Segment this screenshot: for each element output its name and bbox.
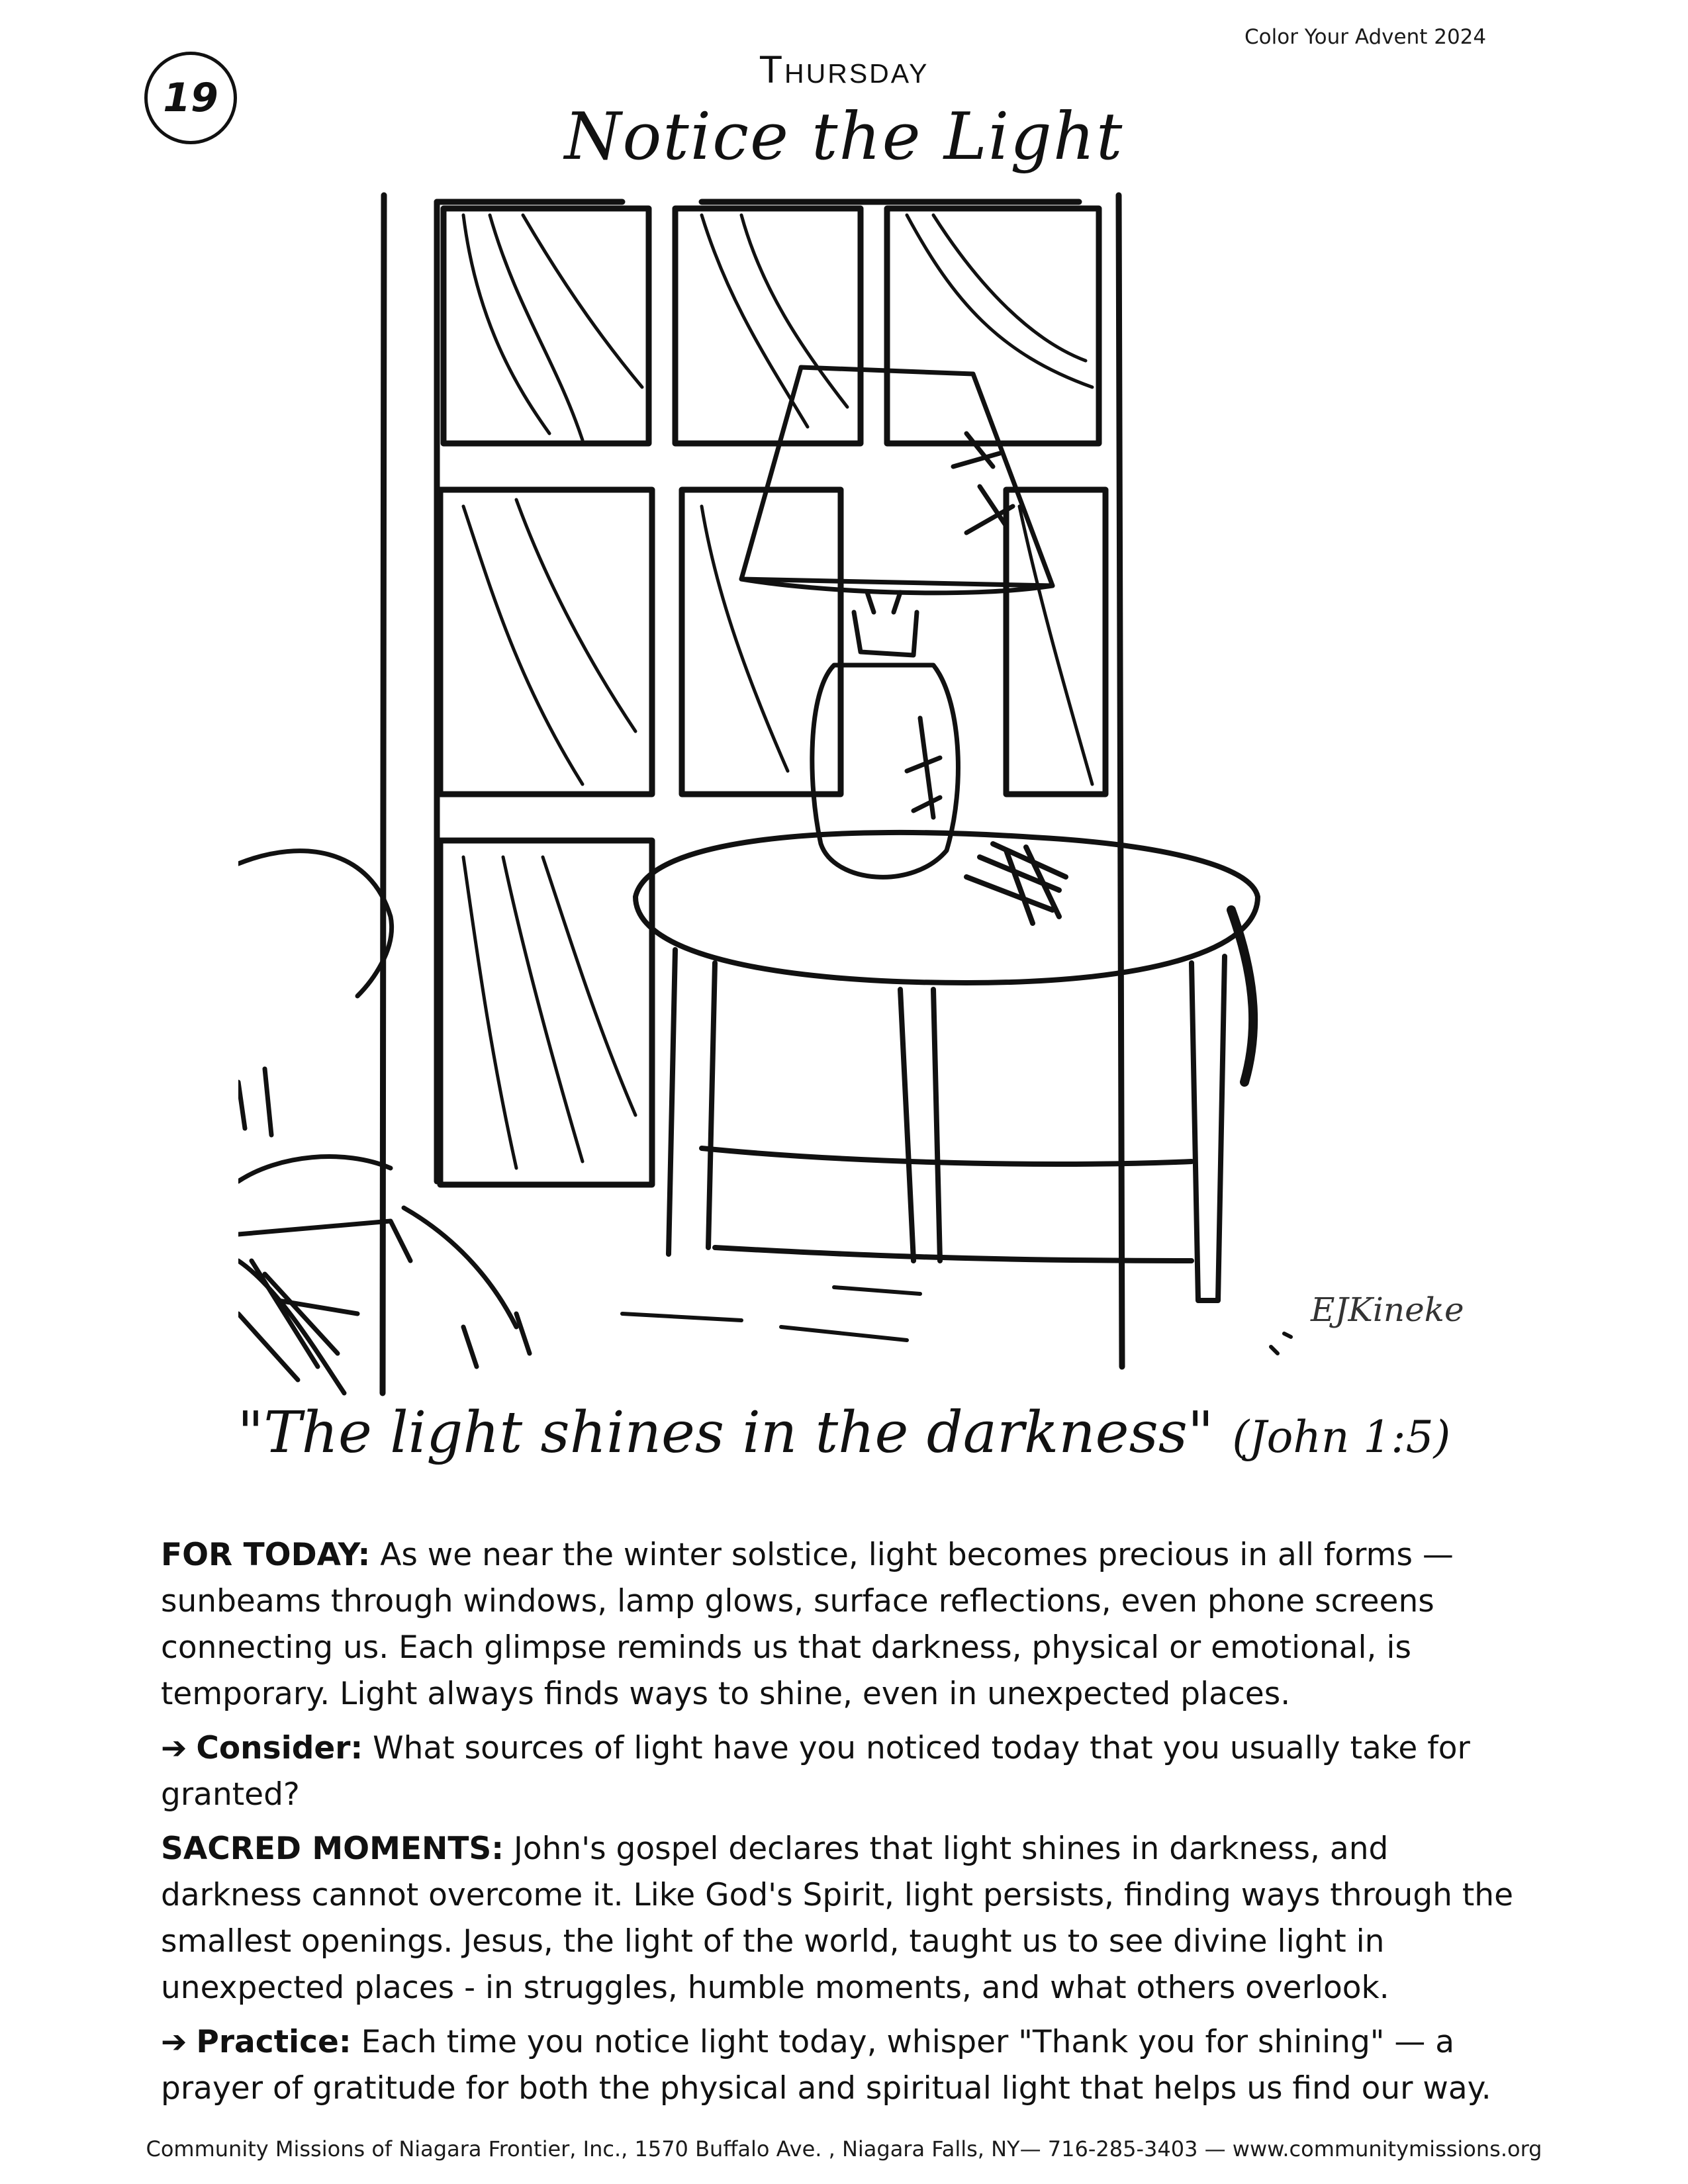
for-today-text: As we near the winter solstice, light becomes precious in all forms — sunbeams through windows, lamp glows, surface reflections, even phone screens connecting us. Each glimpse reminds us that darkness, physical or emotional, is temporary. Light always finds ways to shine, even in unexpected places. — [161, 1537, 1454, 1712]
consider-text: What sources of light have you noticed today that you usually take for granted? — [161, 1730, 1470, 1813]
quote-text: "The light shines in the darkness" — [237, 1400, 1214, 1466]
arrow-right-icon: ➔ — [161, 2024, 187, 2060]
window-frame — [383, 195, 1122, 1393]
side-table — [635, 833, 1258, 1300]
floor-lines — [622, 1287, 1291, 1353]
practice-text: Each time you notice light today, whisper "Thank you for shining" — a prayer of gratitude for both the physical and spiritual light that helps us find our way. — [161, 2024, 1491, 2107]
practice-paragraph — [161, 2019, 1531, 2112]
consider-paragraph — [161, 1725, 1531, 1818]
sacred-moments-paragraph — [161, 1826, 1531, 2011]
series-label: Color Your Advent 2024 — [1244, 25, 1487, 49]
artist-signature: EJKineke — [1311, 1291, 1464, 1329]
sacred-moments-text: John's gospel declares that light shines in darkness, and darkness cannot overcome it. Like God's Spirit, light persists, finding ways through the smallest openings. Jesus, the light of the world, taught us to see divine light in unexpected places - in struggles, humble moments, and what others overlook. — [161, 1831, 1514, 2006]
window-sketch-lines — [463, 215, 1092, 1168]
consider-label: Consider: — [196, 1730, 363, 1766]
practice-label: Practice: — [196, 2024, 352, 2060]
lamp-by-window-drawing — [238, 189, 1470, 1406]
for-today-label: FOR TODAY: — [161, 1537, 371, 1573]
scripture-quote — [0, 1400, 1688, 1466]
for-today-paragraph — [161, 1532, 1531, 1717]
devotional-body — [161, 1532, 1531, 2120]
page-title: Notice the Light — [564, 99, 1124, 175]
quote-reference: (John 1:5) — [1232, 1412, 1451, 1463]
arrow-right-icon: ➔ — [161, 1730, 187, 1766]
sacred-moments-label: SACRED MOMENTS: — [161, 1831, 504, 1867]
day-number: 19 — [163, 75, 218, 121]
organization-footer: Community Missions of Niagara Frontier, Inc., 1570 Buffalo Ave. , Niagara Falls, NY— 716-285-3403 — www.communitymissions.org — [146, 2136, 1542, 2161]
weekday-heading: Thursday — [759, 48, 929, 91]
